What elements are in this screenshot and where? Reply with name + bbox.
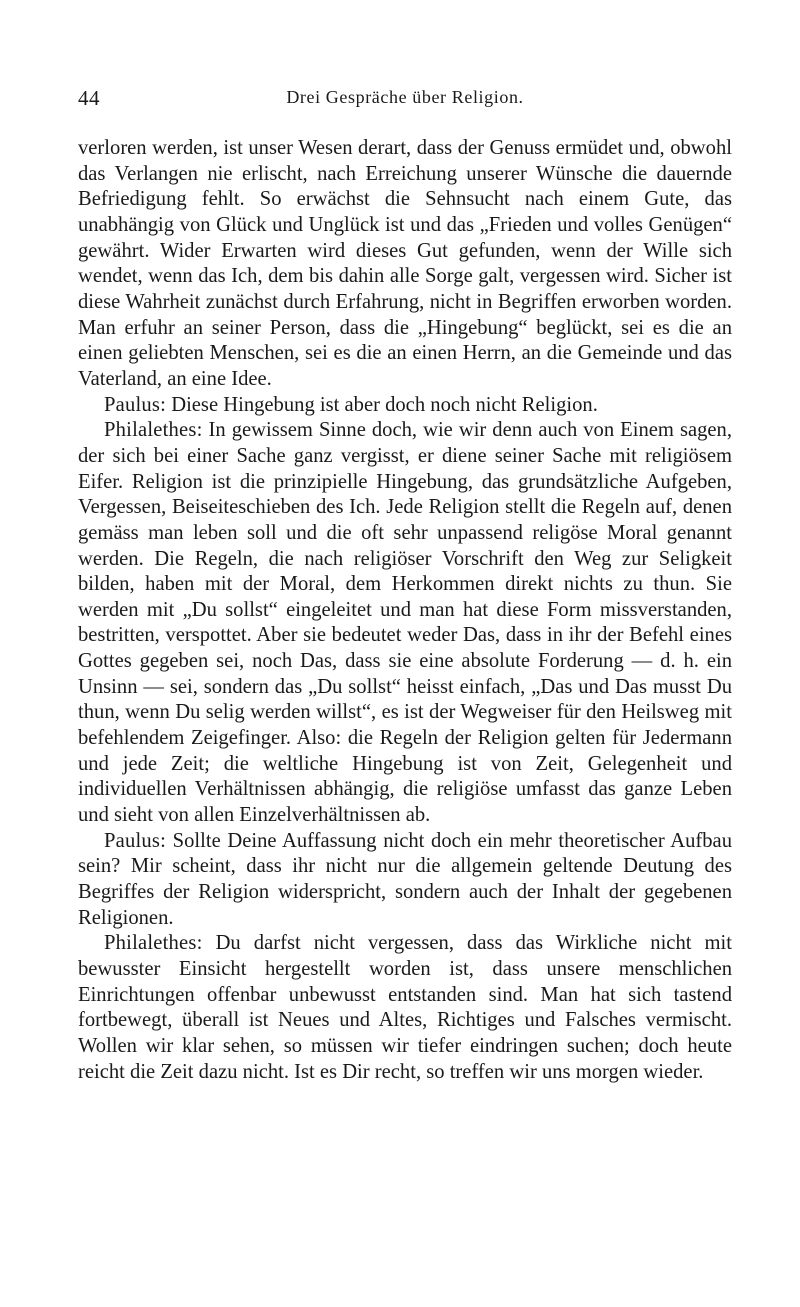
body-text <box>78 136 732 1085</box>
speaker-name: Philalethes: <box>104 932 203 955</box>
paragraph-text: In gewissem Sinne doch, wie wir denn auch von Einem sagen, der sich bei einer Sache ganz vergisst, er diene seiner Sache mit religiösem Eifer. Religion ist die prinzipielle Hingebung, das grundsätzliche Aufgeben, Vergessen, Beiseiteschieben des Ich. Jede Religion stellt die Regeln auf, denen gemäss man leben soll und die oft sehr unpassend religöse Moral genannt werden. Die Regeln, die nach religiöser Vorschrift den Weg zur Seligkeit bilden, haben mit der Moral, dem Herkommen direkt nichts zu thun. Sie werden mit „Du sollst“ eingeleitet und man hat diese Form missverstanden, bestritten, verspottet. Aber sie bedeutet weder Das, dass in ihr der Befehl eines Gottes gegeben sei, noch Das, dass sie eine absolute Forderung — d. h. ein Unsinn — sei, sondern das „Du sollst“ heisst einfach, „Das und Das musst Du thun, wenn Du selig werden willst“, es ist der Wegweiser für den Heilsweg mit befehlendem Zeigefinger. Also: die Regeln der Religion gelten für Jedermann und jede Zeit; die weltliche Hingebung ist von Zeit, Gelegenheit und individuellen Verhältnissen abhängig, die religiöse umfasst das ganze Leben und sieht von allen Einzelverhältnissen ab. <box>78 419 732 827</box>
paragraph <box>78 418 732 829</box>
paragraph-text: verloren werden, ist unser Wesen derart, dass der Genuss ermüdet und, obwohl das Verlangen nie erlischt, nach Erreichung unserer Wünsche die dauernde Befriedigung fehlt. So erwächst die Sehnsucht nach einem Gute, das unabhängig von Glück und Unglück ist und das „Frieden und volles Genügen“ gewährt. Wider Erwarten wird dieses Gut gefunden, wenn der Wille sich wendet, wenn das Ich, dem bis dahin alle Sorge galt, vergessen wird. Sicher ist diese Wahrheit zunächst durch Erfahrung, nicht in Begriffen erworben worden. Man erfuhr an seiner Person, dass die „Hingebung“ beglückt, sei es die an einen geliebten Menschen, sei es die an einen Herrn, an die Gemeinde und das Vaterland, an eine Idee. <box>78 137 732 390</box>
speaker-name: Philalethes: <box>104 419 203 442</box>
paragraph <box>78 829 732 932</box>
running-title: Drei Gespräche über Religion. <box>286 87 524 107</box>
paragraph <box>78 136 732 393</box>
page-number: 44 <box>78 86 100 110</box>
paragraph-text: Du darfst nicht vergessen, dass das Wirkliche nicht mit bewusster Einsicht hergestellt worden ist, dass unsere menschlichen Einrichtungen offenbar unbewusst entstanden sind. Man hat sich tastend fortbewegt, überall ist Neues und Altes, Richtiges und Falsches vermischt. Wollen wir klar sehen, so müssen wir tiefer eindringen suchen; doch heute reicht die Zeit dazu nicht. Ist es Dir recht, so treffen wir uns morgen wieder. <box>78 932 732 1083</box>
page-header <box>78 86 732 114</box>
paragraph <box>78 393 732 419</box>
speaker-name: Paulus: <box>104 829 167 852</box>
paragraph-text: Sollte Deine Auffassung nicht doch ein mehr theoretischer Aufbau sein? Mir scheint, dass ihr nicht nur die allgemein geltende Deutung des Begriffes der Religion widerspricht, sondern auch der Inhalt der gegebenen Religionen. <box>78 829 732 929</box>
speaker-name: Paulus: <box>104 393 167 416</box>
paragraph-text: Diese Hingebung ist aber doch noch nicht Religion. <box>166 393 598 416</box>
paragraph <box>78 931 732 1085</box>
